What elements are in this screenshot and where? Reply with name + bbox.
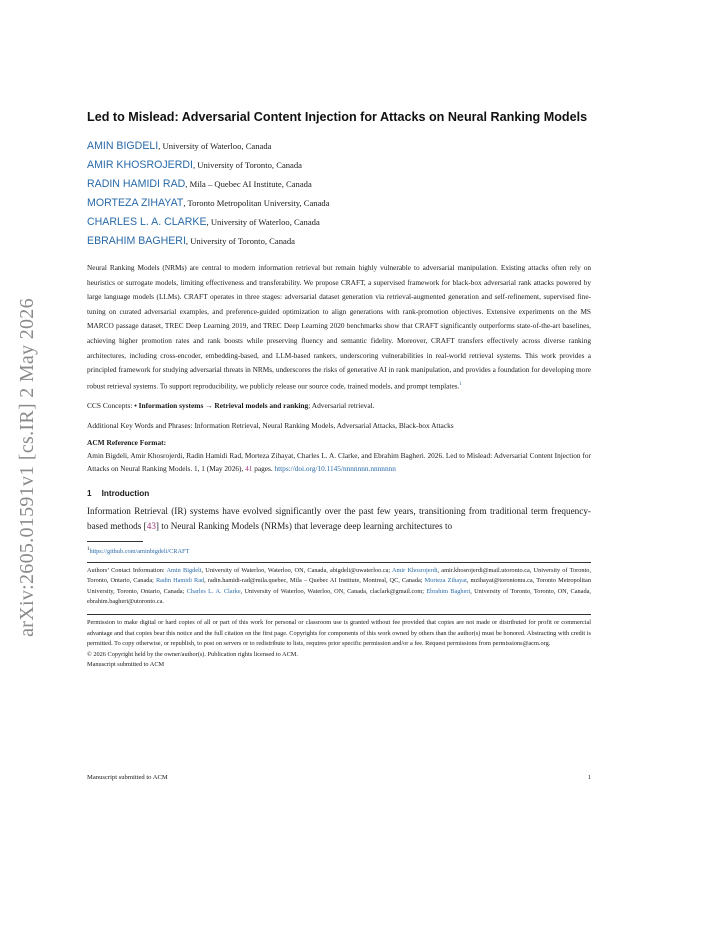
footnote-number: 1	[87, 546, 90, 552]
acm-reference	[87, 449, 591, 475]
footnote-rule	[87, 541, 143, 542]
author-list	[87, 137, 591, 251]
submission-note: Manuscript submitted to ACM	[87, 661, 165, 669]
keywords: Additional Key Words and Phrases: Information Retrieval, Neural Ranking Models, Adversarial Attacks, Black-box Attacks	[87, 420, 454, 430]
contact-author-link[interactable]: Morteza Zihayat	[424, 577, 467, 585]
author-name[interactable]: EBRAHIM BAGHERI	[87, 235, 186, 247]
author-entry	[87, 156, 591, 175]
permission-notice: Permission to make digital or hard copies of all or part of this work for personal or classroom use is granted without fee provided that copies are not made or distributed for profit or commercial advantage and that copies bear this notice and the full citation on the first page. Copyrights for components of this work owned by others than the author(s) must be honored. Abstracting with credit is permitted. To copy otherwise, or republish, to post on servers or to redistribute to lists, requires prior specific permission and/or a fee. Request permissions from permissions@acm.org.	[87, 619, 591, 648]
copyright-notice: © 2026 Copyright held by the owner/author(s). Publication rights licensed to ACM.	[87, 650, 298, 658]
author-entry	[87, 175, 591, 194]
author-affiliation: , Mila – Quebec AI Institute, Canada	[185, 179, 312, 189]
acm-reference-heading: ACM Reference Format:	[87, 437, 167, 447]
page-count-link[interactable]: 41	[245, 463, 253, 473]
ccs-label: CCS Concepts:	[87, 400, 135, 410]
author-name[interactable]: AMIR KHOSROJERDI	[87, 159, 193, 171]
contact-author-link[interactable]: Amir Khosrojerdi	[391, 566, 438, 574]
footer-left-text: Manuscript submitted to ACM	[87, 774, 168, 781]
github-link[interactable]: https://github.com/aminbigdeli/CRAFT	[89, 547, 190, 555]
page-number: 1	[587, 774, 591, 781]
abstract	[87, 261, 591, 394]
author-name[interactable]: RADIN HAMIDI RAD	[87, 178, 186, 190]
abstract-text: Neural Ranking Models (NRMs) are central to modern information retrieval but remain highly vulnerable to adversarial manipulation. Existing attacks often rely on heuristics or surrogate models, limiting effectiveness and transferability. We propose CRAFT, a supervised framework for black-box adversarial rank attacks powered by large language models (LLMs). CRAFT operates in three stages: adversarial dataset generation via retrieval-augmented generation and self-refinement, supervised fine-tuning on curated adversarial examples, and preference-guided optimization to align generations with rank-promotion objectives. Extensive experiments on the MS MARCO passage dataset, TREC Deep Learning 2019, and TREC Deep Learning 2020 benchmarks show that CRAFT significantly outperforms state-of-the-art baselines, achieving higher promotion rates and rank boosts while preserving fluency and semantic fidelity. Moreover, CRAFT transfers effectively across diverse ranking architectures, including cross-encoder, embedding-based, and LLM-based rankers, underscoring vulnerabilities in real-world retrieval systems. This work provides a principled framework for studying adversarial threats in NRMs, underscores the risks of generative AI in rank manipulation, and provides a foundation for developing more robust retrieval systems. To support reproducibility, we publicly release our source code, trained models, and prompt templates.	[87, 263, 591, 391]
arxiv-stamp-text: arXiv:2605.01591v1 [cs.IR] 2 May 2026	[15, 297, 38, 637]
footnote-marker[interactable]: 1	[459, 381, 462, 387]
contact-author-link[interactable]: Charles L. A. Clarke	[186, 587, 241, 595]
author-contact-info	[87, 566, 591, 608]
contact-details: , amir.khosrojerdi@mail.utoronto.ca, University of Toronto, Toronto, Ontario, Canada;	[87, 566, 591, 585]
acm-reference-text: Amin Bigdeli, Amir Khosrojerdi, Radin Hamidi Rad, Morteza Zihayat, Charles L. A. Clarke, and Ebrahim Bagheri. 2026. Led to Mislead: Adversarial Content Injection for Attacks on Neural Ranking Models. 1, 1 (May 2026),	[87, 450, 591, 473]
paper-title: Led to Mislead: Adversarial Content Injection for Attacks on Neural Ranking Models	[87, 110, 588, 124]
contact-details: , mzihayat@torontomu.ca, Toronto Metropolitan University, Toronto, Ontario, Canada;	[87, 577, 591, 595]
author-affiliation: , University of Toronto, Canada	[192, 160, 302, 170]
author-affiliation: , University of Waterloo, Canada	[158, 141, 272, 151]
permission-rule	[87, 614, 591, 615]
contact-rule	[87, 562, 591, 563]
contact-details: , radin.hamidi-rad@mila.quebec, Mila – Quebec AI Institute, Montreal, QC, Canada;	[204, 577, 425, 585]
running-footer	[87, 774, 591, 781]
intro-text-cont: ] to Neural Ranking Models (NRMs) that leverage deep learning architectures to	[155, 521, 453, 532]
contact-label: Authors’ Contact Information:	[87, 566, 167, 574]
ccs-concepts	[87, 400, 591, 411]
ccs-concept-rest: ; Adversarial retrieval.	[308, 400, 375, 410]
paper-first-page	[87, 108, 591, 671]
citation-link[interactable]: 43	[146, 521, 156, 532]
contact-details: , University of Waterloo, Waterloo, ON, Canada, claclark@gmail.com;	[240, 587, 427, 595]
author-entry	[87, 232, 591, 251]
ccs-concept-bold: • Information systems → Retrieval models and ranking	[134, 400, 309, 410]
author-affiliation: , Toronto Metropolitan University, Canada	[183, 198, 330, 208]
footnote	[87, 545, 591, 557]
contact-details: , University of Toronto, Toronto, ON, Canada, ebrahim.bagheri@utoronto.ca.	[87, 587, 591, 606]
contact-author-link[interactable]: Ebrahim Bagheri	[426, 587, 471, 595]
doi-link[interactable]: https://doi.org/10.1145/nnnnnnn.nnnnnnn	[274, 463, 396, 473]
section-number: 1	[87, 488, 92, 498]
contact-author-link[interactable]: Amin Bigdeli	[166, 566, 202, 574]
author-entry	[87, 213, 591, 232]
author-name[interactable]: AMIN BIGDELI	[87, 140, 159, 152]
arxiv-stamp	[10, 267, 44, 667]
section-heading	[87, 489, 591, 498]
author-name[interactable]: CHARLES L. A. CLARKE	[87, 216, 207, 228]
contact-details: , University of Waterloo, Waterloo, ON, Canada, abigdeli@uwaterloo.ca;	[201, 566, 392, 574]
author-entry	[87, 194, 591, 213]
author-name[interactable]: MORTEZA ZIHAYAT	[87, 197, 184, 209]
author-affiliation: , University of Waterloo, Canada	[206, 217, 320, 227]
section-title: Introduction	[101, 488, 150, 498]
intro-text: Information Retrieval (IR) systems have evolved significantly over the past few years, transitioning from traditional term frequency-based methods [	[87, 505, 591, 532]
author-entry	[87, 137, 591, 156]
contact-author-link[interactable]: Radin Hamidi Rad	[155, 577, 205, 585]
author-affiliation: , University of Toronto, Canada	[185, 236, 295, 246]
intro-paragraph	[87, 504, 591, 535]
pages-word: pages.	[252, 463, 275, 473]
